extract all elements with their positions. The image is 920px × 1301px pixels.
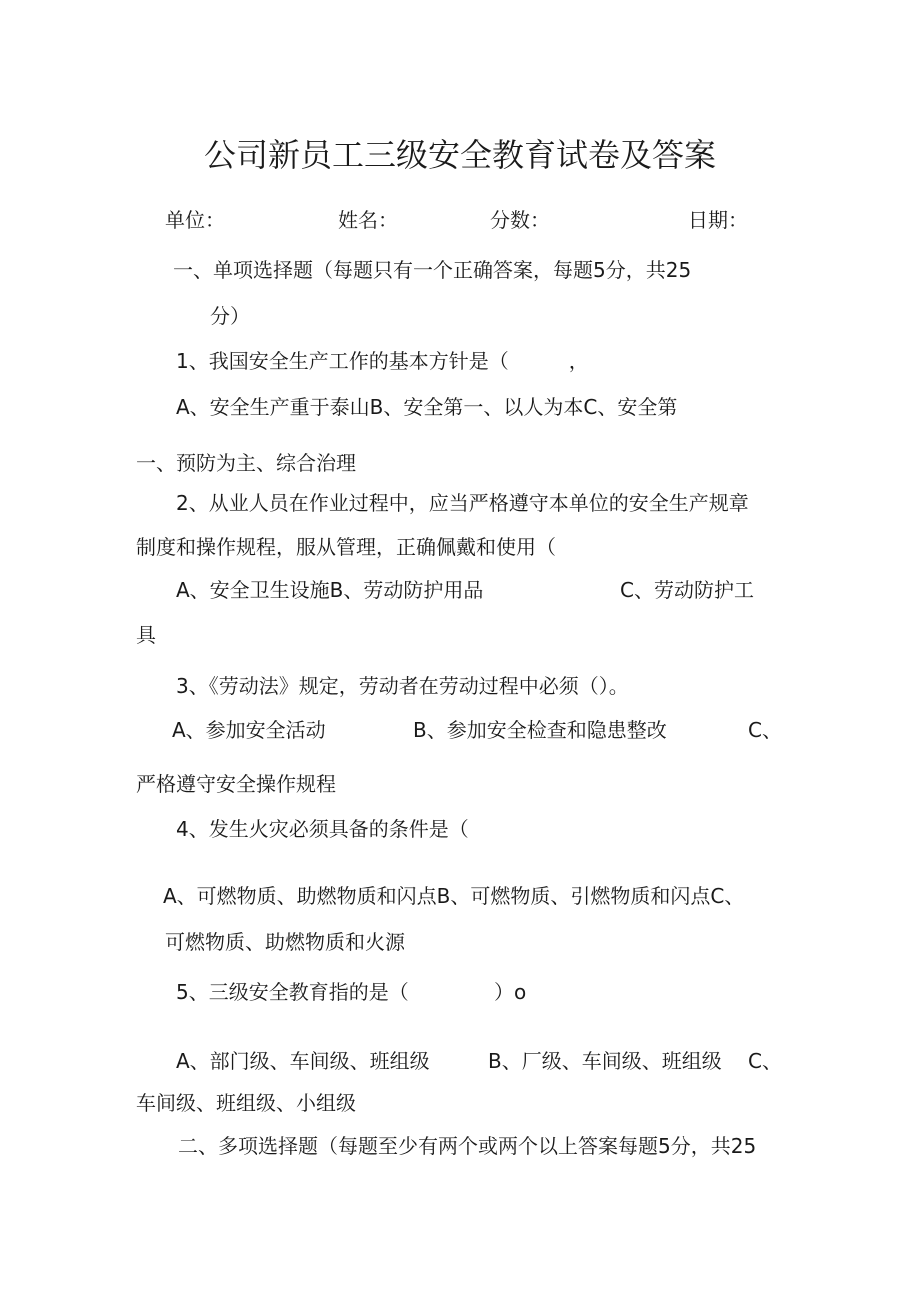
q1-options: A、安全生产重于泰山B、安全第一、以人为本C、安全第 (176, 395, 678, 419)
q4-stem: 4、发生火灾必须具备的条件是（ (176, 817, 469, 841)
q3-stem: 3、《劳动法》规定，劳动者在劳动过程中必须（）。 (176, 674, 629, 698)
q3-option-b: B、参加安全检查和隐患整改 (413, 718, 667, 742)
q2-option-c-cont: 具 (136, 623, 156, 647)
q2-options-ab: A、安全卫生设施B、劳动防护用品 (176, 578, 484, 602)
q4-options: A、可燃物质、助燃物质和闪点B、可燃物质、引燃物质和闪点C、 (163, 884, 745, 908)
q5-option-b: B、厂级、车间级、班组级 (488, 1049, 722, 1073)
q4-options-cont: 可燃物质、助燃物质和火源 (165, 930, 405, 954)
section1-heading-cont: 分） (210, 304, 250, 328)
score-label: 分数： (490, 208, 550, 232)
q3-option-a: A、参加安全活动 (172, 718, 326, 742)
q3-option-c-cont: 严格遵守安全操作规程 (136, 772, 336, 796)
date-label: 日期： (688, 208, 748, 232)
name-label: 姓名： (338, 208, 398, 232)
section1-heading: 一、单项选择题（每题只有一个正确答案，每题5分，共25 (173, 258, 692, 282)
q1-options-cont: 一、预防为主、综合治理 (136, 451, 356, 475)
q5-option-c: C、 (748, 1049, 782, 1073)
q2-stem-cont: 制度和操作规程，服从管理，正确佩戴和使用（ (136, 535, 556, 559)
q2-option-c: C、劳动防护工 (620, 578, 754, 602)
q5-stem: 5、三级安全教育指的是（ (176, 980, 409, 1004)
q5-option-c-cont: 车间级、班组级、小组级 (136, 1091, 356, 1115)
q1-stem: 1、我国安全生产工作的基本方针是（ ， (176, 349, 589, 373)
q5-option-a: A、部门级、车间级、班组级 (176, 1049, 430, 1073)
q5-stem-end: ）o (494, 980, 527, 1004)
q2-stem: 2、从业人员在作业过程中，应当严格遵守本单位的安全生产规章 (176, 491, 749, 515)
section2-heading: 二、多项选择题（每题至少有两个或两个以上答案每题5分，共25 (178, 1134, 757, 1158)
page-title: 公司新员工三级安全教育试卷及答案 (203, 136, 716, 174)
unit-label: 单位： (165, 208, 225, 232)
q3-option-c: C、 (748, 718, 782, 742)
